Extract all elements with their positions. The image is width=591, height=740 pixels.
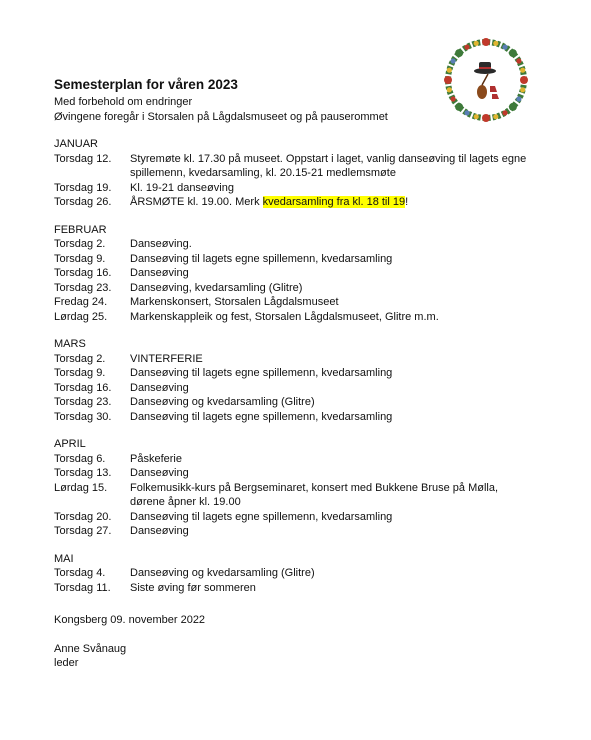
entry-text — [130, 281, 534, 296]
entry-text — [130, 452, 534, 467]
wreath-flower — [474, 41, 479, 46]
highlighted-note: kvedarsamling fra kl. 18 til 19 — [262, 196, 406, 208]
entry-day: Torsdag 6. — [54, 452, 106, 465]
entry-text — [130, 566, 534, 581]
month-heading: MARS — [54, 338, 86, 350]
entry-day: Lørdag 15. — [54, 481, 108, 494]
entry-day: Torsdag 23. — [54, 396, 112, 408]
entry-day: Torsdag 12. — [54, 152, 112, 165]
entry-description: Danseøving til lagets egne spillemenn, kvedarsamling — [130, 410, 393, 423]
location-note: Øvingene foregår i Storsalen på Lågdalsmuseet og på pauserommet — [54, 110, 388, 123]
entry-text — [130, 152, 534, 181]
entry-description: Danseøving, kvedarsamling (Glitre) — [130, 281, 303, 294]
wreath-flower — [455, 49, 463, 57]
entry-description: Danseøving — [130, 525, 189, 537]
entry-text — [130, 466, 534, 481]
entry-day: Torsdag 9. — [54, 367, 106, 379]
entry-description: Styremøte kl. 17.30 på museet. Oppstart i laget, vanlig danseøving til lagets egne spillemenn, kvedarsamling, kl. 20.15-21 medlemsmøte — [130, 152, 527, 179]
entry-day: Torsdag 19. — [54, 181, 112, 194]
schedule-entry — [54, 252, 534, 267]
signer-name: Anne Svånaug — [54, 642, 127, 655]
document-subtitle: Med forbehold om endringer — [54, 96, 193, 108]
entry-description: Markenskonsert, Storsalen Lågdalsmuseet — [130, 296, 339, 308]
entry-day: Torsdag 2. — [54, 352, 106, 365]
entry-description: Påskeferie — [130, 452, 182, 465]
month-heading: MAI — [54, 552, 74, 565]
entry-text — [130, 237, 534, 252]
month-section-januar — [54, 137, 534, 210]
schedule-entry — [54, 310, 534, 325]
schedule-entry — [54, 195, 534, 210]
schedule-entry — [54, 452, 534, 467]
wreath-flower — [447, 68, 452, 73]
schedule-entry — [54, 510, 534, 525]
entry-description: Danseøving — [130, 381, 189, 394]
entry-day: Torsdag 11. — [54, 581, 111, 594]
schedule-entry — [54, 237, 534, 252]
wreath-flower — [520, 68, 525, 73]
month-section-april — [54, 437, 534, 539]
place-date: Kongsberg 09. november 2022 — [54, 614, 206, 626]
schedule-entry — [54, 466, 534, 481]
entry-text — [130, 381, 534, 396]
entry-text — [130, 481, 534, 510]
schedule — [54, 137, 534, 595]
entry-description: ÅRSMØTE kl. 19.00. Merk — [130, 196, 263, 208]
entry-day: Torsdag 16. — [54, 381, 112, 394]
entry-text — [130, 581, 534, 596]
entry-day: Torsdag 26. — [54, 196, 112, 208]
entry-text — [130, 510, 534, 525]
schedule-entry — [54, 566, 534, 581]
entry-text — [130, 310, 534, 325]
schedule-entry — [54, 281, 534, 296]
entry-text — [130, 195, 534, 210]
wreath-flower — [509, 49, 517, 57]
entry-day: Torsdag 27. — [54, 525, 112, 537]
entry-description: Danseøving — [130, 467, 189, 479]
wreath-flower — [451, 58, 456, 63]
schedule-entry — [54, 366, 534, 381]
entry-text — [130, 252, 534, 267]
schedule-entry — [54, 295, 534, 310]
entry-text — [130, 524, 534, 539]
entry-description: Danseøving. — [130, 238, 192, 250]
entry-text — [130, 266, 534, 281]
schedule-entry — [54, 481, 534, 510]
entry-suffix: ! — [405, 196, 409, 208]
schedule-entry — [54, 266, 534, 281]
entry-text — [130, 352, 534, 367]
hat-icon — [474, 62, 496, 74]
entry-description: Danseøving og kvedarsamling (Glitre) — [130, 396, 315, 408]
entry-description: Markenskappleik og fest, Storsalen Lågdalsmuseet, Glitre m.m. — [130, 310, 439, 323]
wreath-flower — [464, 45, 469, 50]
entry-description: Folkemusikk-kurs på Bergseminaret, konsert med Bukkene Bruse på Mølla, dørene åpner kl. 19.00 — [130, 481, 499, 508]
entry-day: Torsdag 2. — [54, 238, 106, 250]
entry-day: Torsdag 9. — [54, 252, 106, 265]
month-heading: JANUAR — [54, 138, 99, 150]
schedule-entry — [54, 524, 534, 539]
semester-plan-document — [54, 76, 534, 671]
entry-text — [130, 181, 534, 196]
month-section-februar — [54, 223, 534, 325]
entry-description: Siste øving før sommeren — [130, 581, 256, 594]
entry-text — [130, 410, 534, 425]
schedule-entry — [54, 395, 534, 410]
entry-day: Torsdag 20. — [54, 510, 112, 523]
schedule-entry — [54, 181, 534, 196]
entry-description: Danseøving til lagets egne spillemenn, kvedarsamling — [130, 252, 393, 265]
entry-text — [130, 395, 534, 410]
document-title: Semesterplan for våren 2023 — [54, 77, 238, 92]
wreath-flower — [502, 45, 507, 50]
entry-text — [130, 366, 534, 381]
entry-day: Fredag 24. — [54, 296, 108, 308]
schedule-entry — [54, 410, 534, 425]
entry-description: Danseøving til lagets egne spillemenn, kvedarsamling — [130, 510, 393, 523]
month-section-mars — [54, 337, 534, 424]
wreath-flower — [516, 58, 521, 63]
month-heading: APRIL — [54, 438, 86, 450]
month-section-mai — [54, 552, 534, 596]
entry-day: Torsdag 13. — [54, 467, 112, 479]
signer-role: leder — [54, 657, 79, 669]
entry-day: Torsdag 30. — [54, 410, 112, 423]
entry-day: Torsdag 16. — [54, 267, 112, 279]
schedule-entry — [54, 381, 534, 396]
entry-day: Torsdag 23. — [54, 281, 112, 294]
wreath-flower — [482, 38, 490, 46]
wreath-flower — [493, 41, 498, 46]
entry-day: Torsdag 4. — [54, 567, 106, 579]
entry-text — [130, 295, 534, 310]
entry-description: VINTERFERIE — [130, 352, 203, 365]
entry-day: Lørdag 25. — [54, 310, 108, 323]
schedule-entry — [54, 352, 534, 367]
schedule-entry — [54, 581, 534, 596]
entry-description: Kl. 19-21 danseøving — [130, 181, 234, 194]
schedule-entry — [54, 152, 534, 181]
entry-description: Danseøving — [130, 267, 189, 279]
entry-description: Danseøving og kvedarsamling (Glitre) — [130, 567, 315, 579]
month-heading: FEBRUAR — [54, 223, 107, 236]
entry-description: Danseøving til lagets egne spillemenn, kvedarsamling — [130, 367, 393, 379]
